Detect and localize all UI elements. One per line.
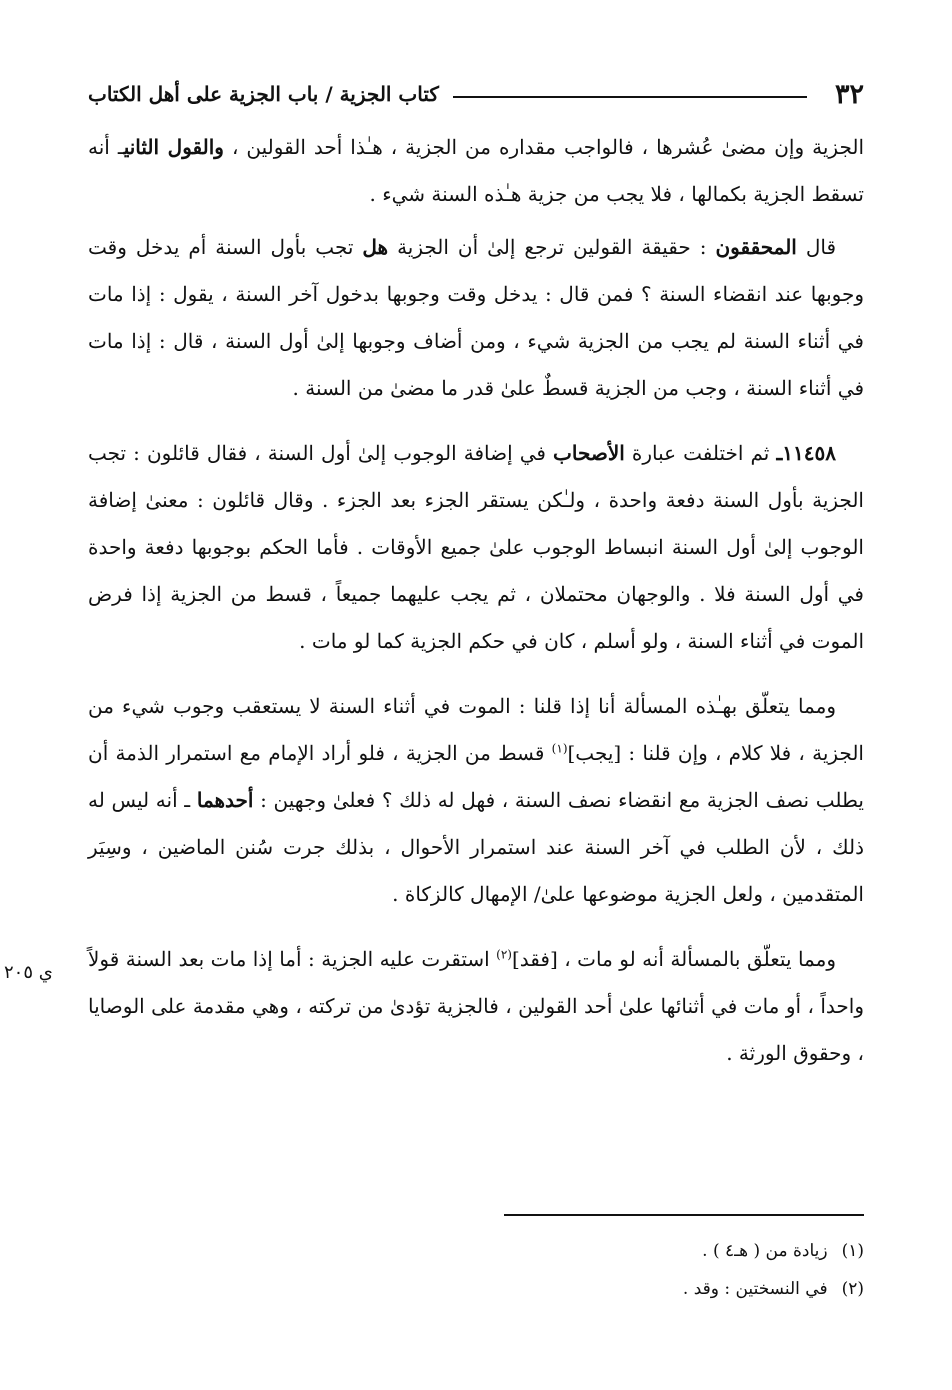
paragraph-3 — [88, 430, 864, 665]
paragraph-1 — [88, 124, 864, 218]
header-rule — [453, 96, 807, 98]
paragraph-text: في إضافة الوجوب إلىٰ أول السنة ، فقال قائلون : تجب الجزية بأول السنة دفعة واحدة ، ولـٰكن يستقر الجزء بعد الجزء . وقال قائلون : معنىٰ إضافة الوجوب إلىٰ أول السنة انبساط الوجوب علىٰ جميع الأوقات . فأما الحكم بوجوبها دفعة واحدة في أول السنة فلا . والوجهان محتملان ، ثم يجب عليهما جميعاً ، قسط من الجزية إذا فرض الموت في أثناء السنة ، ولو أسلم ، كان في حكم الجزية كما لو مات . — [88, 441, 864, 653]
page-header — [88, 72, 864, 116]
paragraph-text: الجزية وإن مضىٰ عُشرها ، فالواجب مقداره من الجزية ، هـٰذا أحد القولين ، — [223, 135, 865, 159]
manuscript-folio-marker: ي ٢٠٥ — [4, 962, 53, 983]
footnote-ref[interactable]: (٢) — [496, 947, 512, 962]
footnote-ref[interactable]: (١) — [551, 741, 568, 756]
paragraph-text: ومما يتعلّق بالمسألة أنه لو مات ، [فقد] — [511, 947, 836, 971]
bold-term: والقول الثاني — [123, 135, 224, 159]
paragraph-4 — [88, 683, 864, 918]
footnote-text: زيادة من ( هـ٤ ) . — [702, 1241, 828, 1261]
paragraph-5 — [88, 936, 864, 1077]
paragraph-text: استقرت عليه الجزية : أما إذا مات بعد السنة قولاً واحداً ، أو مات في أثنائها علىٰ أحد القولين ، فالجزية تؤدىٰ من تركته ، وهي مقدمة على الوصايا ، وحقوق الورثة . — [88, 947, 864, 1065]
section-number: ١١٤٥٨ـ — [776, 441, 837, 465]
paragraph-text: ـ أنه تسقط الجزية بكمالها ، فلا يجب من جزية هـٰذه السنة شيء . — [88, 135, 864, 206]
paragraph-text: قال — [796, 235, 837, 259]
bold-term: أحدهما — [196, 788, 254, 812]
page-body — [88, 124, 864, 1095]
footnote-number: (١) — [841, 1241, 864, 1261]
bold-term: المحققون — [715, 235, 797, 259]
paragraph-text: ثم اختلفت عبارة — [624, 441, 777, 465]
footnote-separator — [504, 1214, 864, 1216]
bold-term: الأصحاب — [553, 441, 625, 465]
paragraph-text: ومما يتعلّق بهـٰذه المسألة أنا إذا قلنا : الموت في أثناء السنة لا يستعقب وجوب شيء من الجزية ، فلا كلام ، وإن قلنا : [يجب] — [88, 694, 864, 765]
footnote-item — [420, 1232, 864, 1270]
paragraph-2 — [88, 224, 864, 412]
footnote-text: في النسختين : وقد . — [682, 1279, 828, 1299]
bold-term: هل — [362, 235, 389, 259]
paragraph-text: قسط من الجزية ، فلو أراد الإمام مع استمرار الذمة أن يطلب نصف الجزية مع انقضاء نصف السنة ، فهل له ذلك ؟ فعلىٰ وجهين : — [88, 741, 864, 812]
footnote-item — [420, 1270, 864, 1308]
paragraph-text: ـ أنه ليس له ذلك ، لأن الطلب في آخر السنة عند استمرار الأحوال ، بذلك جرت سُنن الماضين ، وسِيَر المتقدمين ، ولعل الجزية موضوعها علىٰ/ الإمهال كالزكاة . — [88, 788, 864, 906]
page-number: ٣٢ — [834, 78, 864, 110]
paragraph-text: : حقيقة القولين ترجع إلىٰ أن الجزية — [388, 235, 716, 259]
paragraph-text: تجب بأول السنة أم يدخل وقت وجوبها عند انقضاء السنة ؟ فمن قال : يدخل وقت وجوبها بدخول آخر السنة ، يقول : إذا مات في أثناء السنة لم يجب من الجزية شيء ، ومن أضاف وجوبها إلىٰ أول السنة ، قال : إذا مات في أثناء السنة ، وجب من الجزية قسطٌ علىٰ قدر ما مضىٰ من السنة . — [88, 235, 864, 400]
footnote-number: (٢) — [841, 1279, 864, 1299]
footnotes — [420, 1232, 864, 1308]
running-title: كتاب الجزية / باب الجزية على أهل الكتاب — [88, 82, 439, 106]
